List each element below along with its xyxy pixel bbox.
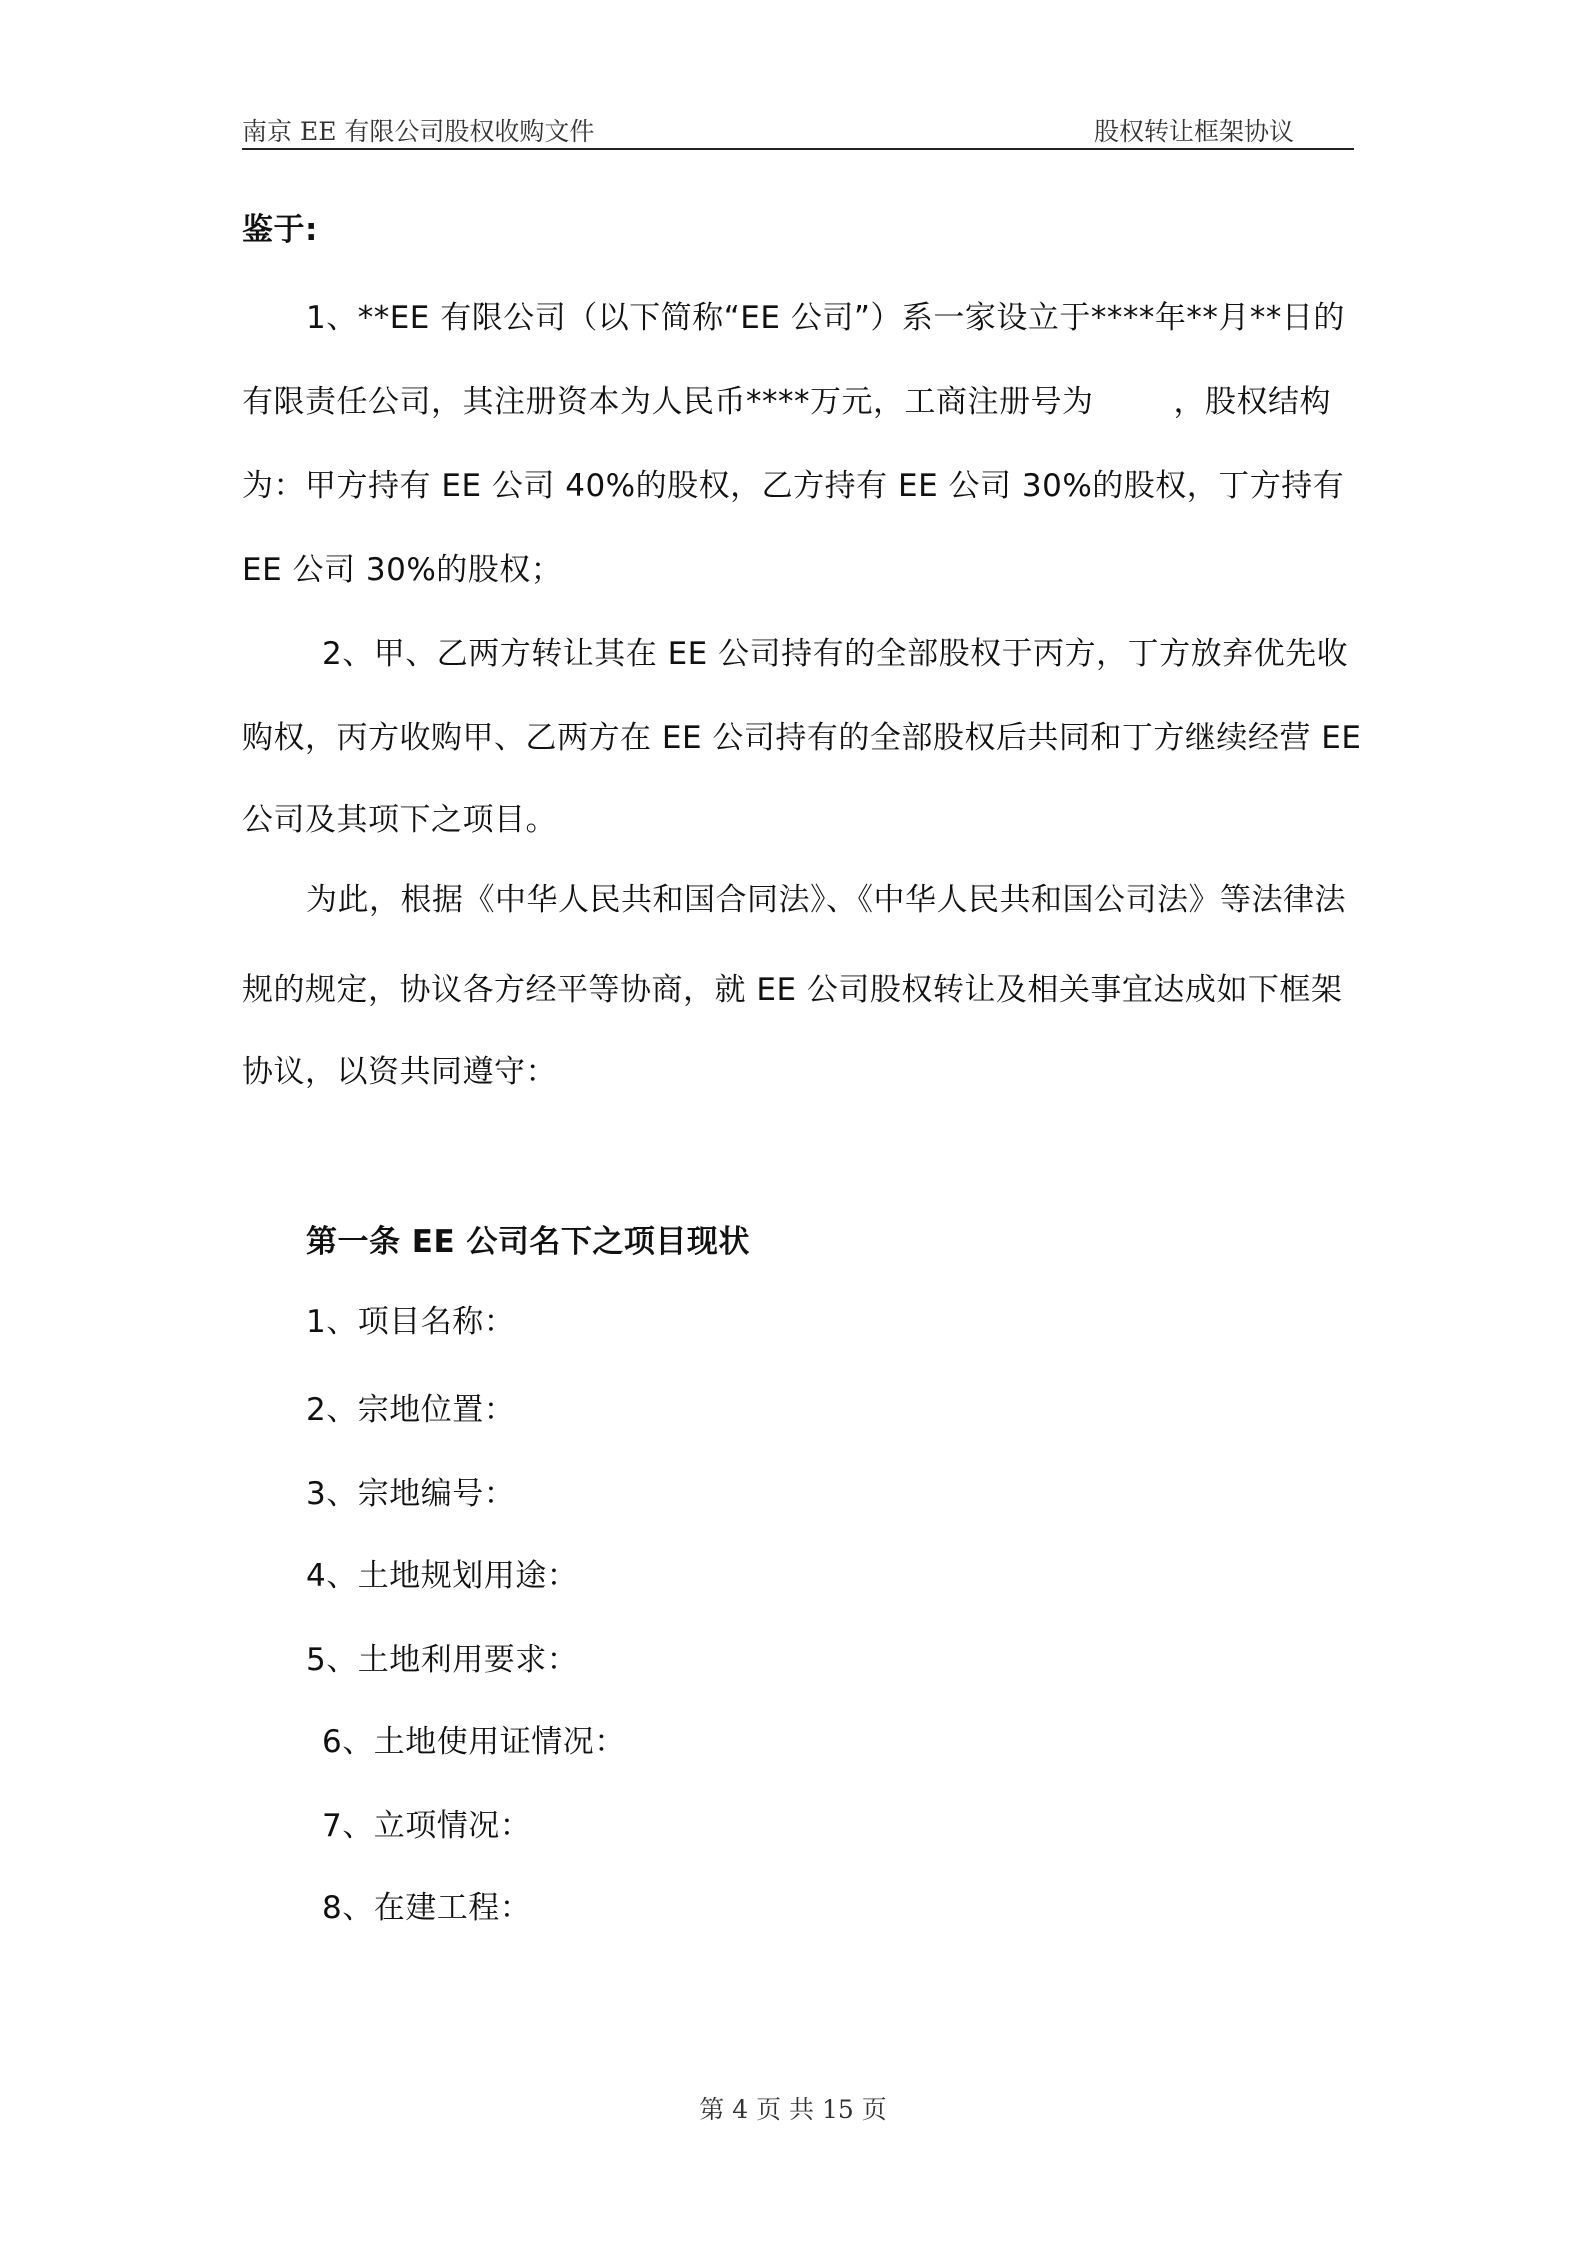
- header-right-title: 股权转让框架协议: [1093, 117, 1294, 146]
- clause2-line2: 购权，丙方收购甲、乙两方在 EE 公司持有的全部股权后共同和丁方继续经营 EE: [242, 720, 1362, 756]
- article1-item-land-certificate: 6、土地使用证情况：: [322, 1724, 626, 1760]
- clause1-line2-part-b: ，股权结构: [1173, 384, 1331, 420]
- article1-item-land-use-plan: 4、土地规划用途：: [306, 1558, 579, 1594]
- page-number-footer: 第 4 页 共 15 页: [699, 2095, 887, 2124]
- article1-item-project-name: 1、项目名称：: [306, 1304, 516, 1340]
- clause1-line2-part-a: 有限责任公司，其注册资本为人民币****万元，工商注册号为: [242, 384, 1094, 420]
- article1-item-project-approval: 7、立项情况：: [322, 1808, 532, 1844]
- article1-item-construction-in-progress: 8、在建工程：: [322, 1890, 532, 1926]
- purpose-line1: 为此，根据《中华人民共和国合同法》、《中华人民共和国公司法》等法律法: [306, 882, 1346, 918]
- article1-heading: 第一条 EE 公司名下之项目现状: [306, 1224, 750, 1260]
- clause1-line3: 为：甲方持有 EE 公司 40%的股权，乙方持有 EE 公司 30%的股权，丁方持有: [242, 468, 1345, 504]
- article1-item-parcel-location: 2、宗地位置：: [306, 1392, 516, 1428]
- purpose-line2: 规的规定，协议各方经平等协商，就 EE 公司股权转让及相关事宜达成如下框架: [242, 972, 1343, 1008]
- page-header: [242, 108, 1354, 150]
- clause2-line1: 2、甲、乙两方转让其在 EE 公司持有的全部股权于丙方，丁方放弃优先收: [322, 636, 1349, 672]
- clause2-line3: 公司及其项下之项目。: [242, 802, 557, 838]
- clause1-line1: 1、**EE 有限公司（以下简称“EE 公司”）系一家设立于****年**月**日的: [306, 300, 1345, 336]
- purpose-line3: 协议，以资共同遵守：: [242, 1054, 557, 1090]
- preamble-heading: 鉴于:: [242, 212, 318, 248]
- article1-item-land-use-requirements: 5、土地利用要求：: [306, 1642, 579, 1678]
- clause1-line4: EE 公司 30%的股权；: [242, 552, 563, 588]
- clause1-line2: [242, 382, 1331, 422]
- header-left-title: 南京 EE 有限公司股权收购文件: [242, 117, 595, 146]
- article1-item-parcel-number: 3、宗地编号：: [306, 1476, 516, 1512]
